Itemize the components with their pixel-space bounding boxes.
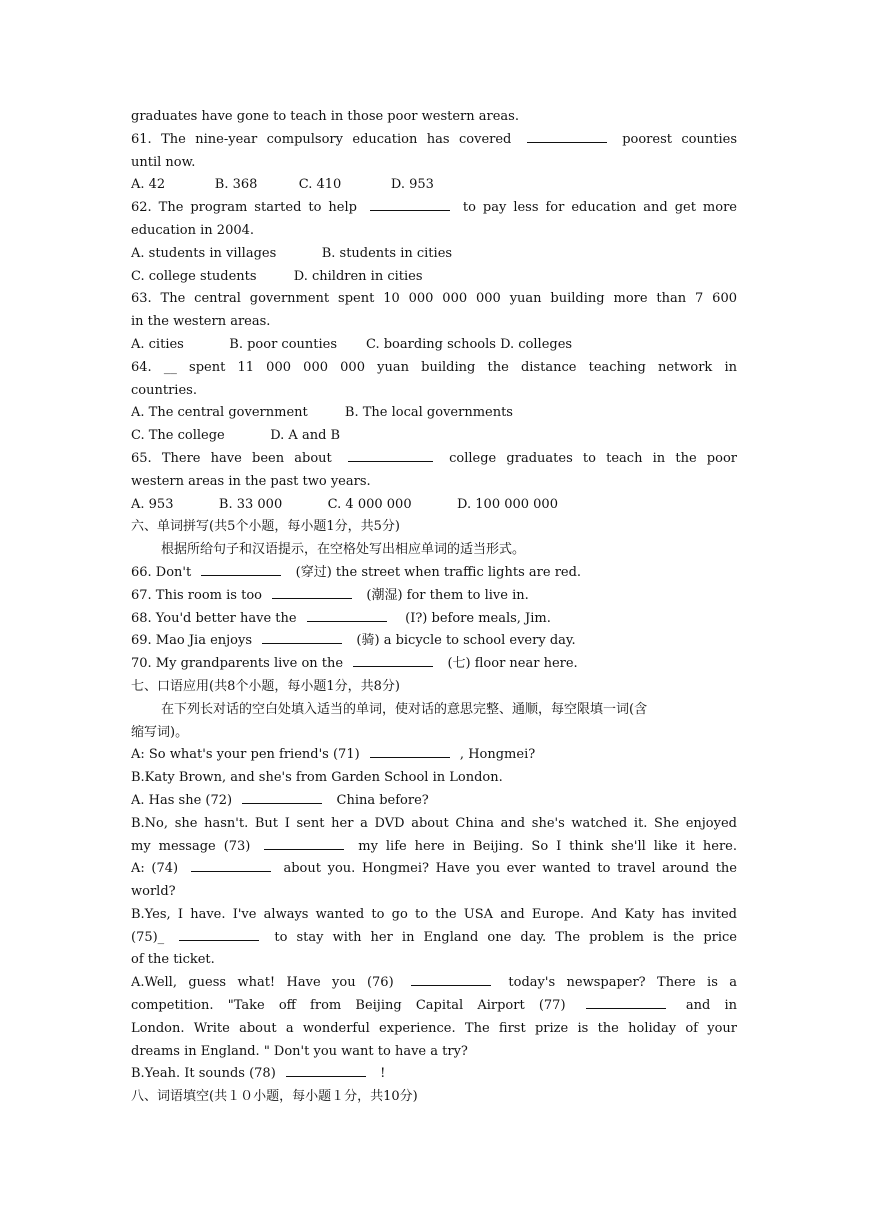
instructions: 根据所给句子和汉语提示，在空格处写出相应单词的适当形式。 — [161, 542, 526, 558]
options-64: C. The college D. A and B — [131, 428, 341, 444]
answer-blank[interactable] — [370, 745, 450, 758]
question-69: 69. Mao Jia enjoys (骑) a bicycle to school every day. — [131, 633, 576, 649]
question-62: 62. The program started to help to pay less for education and get more — [131, 200, 737, 216]
dialogue-line: B.Yes, I have. I've always wanted to go to the USA and Europe. And Katy has invited — [131, 906, 737, 922]
dialogue-line: London. Write about a wonderful experience. The first prize is the holiday of your — [131, 1020, 737, 1036]
instructions: 在下列长对话的空白处填入适当的单词，使对话的意思完整、通顺，每空限填一词(含 — [161, 701, 648, 717]
answer-blank[interactable] — [353, 654, 433, 667]
answer-blank[interactable] — [411, 973, 491, 986]
dialogue-71: A: So what's your pen friend's (71) , Hongmei? — [131, 747, 536, 763]
answer-blank[interactable] — [307, 609, 387, 622]
options-62: C. college students D. children in cities — [131, 268, 423, 284]
section-heading-6: 六、单词拼写(共5个小题，每小题1分，共5分) — [131, 519, 400, 535]
section-heading-8: 八、词语填空(共１０小题，每小题１分，共10分) — [131, 1089, 418, 1105]
question-68: 68. You'd better have the (I?) before meals, Jim. — [131, 610, 551, 626]
dialogue-73: my message (73) my life here in Beijing. So I think she'll like it here. — [131, 838, 737, 854]
question-61: 61. The nine-year compulsory education has covered poorest counties — [131, 131, 737, 147]
dialogue-line: dreams in England. " Don't you want to have a try? — [131, 1043, 468, 1059]
answer-blank[interactable] — [191, 859, 271, 872]
dialogue-75: (75)_ to stay with her in England one day. The problem is the price — [131, 929, 737, 945]
options-62: A. students in villages B. students in cities — [131, 245, 453, 261]
text-line: western areas in the past two years. — [131, 473, 371, 489]
answer-blank[interactable] — [527, 130, 607, 143]
answer-blank[interactable] — [586, 996, 666, 1009]
answer-blank[interactable] — [179, 928, 259, 941]
exam-page — [131, 106, 737, 1109]
question-63: 63. The central government spent 10 000 000 000 yuan building more than 7 600 — [131, 291, 737, 307]
dialogue-line: of the ticket. — [131, 952, 215, 968]
question-64: 64. __ spent 11 000 000 000 yuan building the distance teaching network in — [131, 359, 737, 375]
answer-blank[interactable] — [370, 198, 450, 211]
dialogue-line: B.Katy Brown, and she's from Garden School in London. — [131, 770, 503, 786]
text-line: until now. — [131, 154, 196, 170]
options-61: A. 42 B. 368 C. 410 D. 953 — [131, 177, 434, 193]
answer-blank[interactable] — [262, 631, 342, 644]
dialogue-72: A. Has she (72) China before? — [131, 792, 429, 808]
text-line: graduates have gone to teach in those poor western areas. — [131, 109, 519, 124]
dialogue-line: B.No, she hasn't. But I sent her a DVD about China and she's watched it. She enjoyed — [131, 815, 737, 831]
question-70: 70. My grandparents live on the (七) floor near here. — [131, 656, 578, 672]
answer-blank[interactable] — [242, 791, 322, 804]
dialogue-78: B.Yeah. It sounds (78) ! — [131, 1066, 386, 1082]
dialogue-77: competition. "Take off from Beijing Capital Airport (77) and in — [131, 998, 737, 1014]
options-63: A. cities B. poor counties C. boarding schools D. colleges — [131, 336, 573, 352]
answer-blank[interactable] — [348, 449, 433, 462]
text-line: in the western areas. — [131, 314, 271, 330]
options-64: A. The central government B. The local governments — [131, 405, 513, 421]
answer-blank[interactable] — [264, 837, 344, 850]
instructions: 缩写词)。 — [131, 724, 189, 740]
dialogue-74: A: (74) about you. Hongmei? Have you ever wanted to travel around the — [131, 861, 737, 877]
answer-blank[interactable] — [201, 563, 281, 576]
dialogue-line: world? — [131, 884, 176, 900]
section-heading-7: 七、口语应用(共8个小题，每小题1分，共8分) — [131, 678, 400, 694]
dialogue-76: A.Well, guess what! Have you (76) today's newspaper? There is a — [131, 975, 737, 991]
question-66: 66. Don't (穿过) the street when traffic lights are red. — [131, 564, 582, 580]
text-line: countries. — [131, 382, 197, 398]
options-65: A. 953 B. 33 000 C. 4 000 000 D. 100 000 000 — [131, 496, 558, 512]
answer-blank[interactable] — [286, 1064, 366, 1077]
question-67: 67. This room is too (潮湿) for them to live in. — [131, 587, 529, 603]
question-65: 65. There have been about college graduates to teach in the poor — [131, 450, 737, 466]
text-line: education in 2004. — [131, 222, 255, 238]
answer-blank[interactable] — [272, 586, 352, 599]
